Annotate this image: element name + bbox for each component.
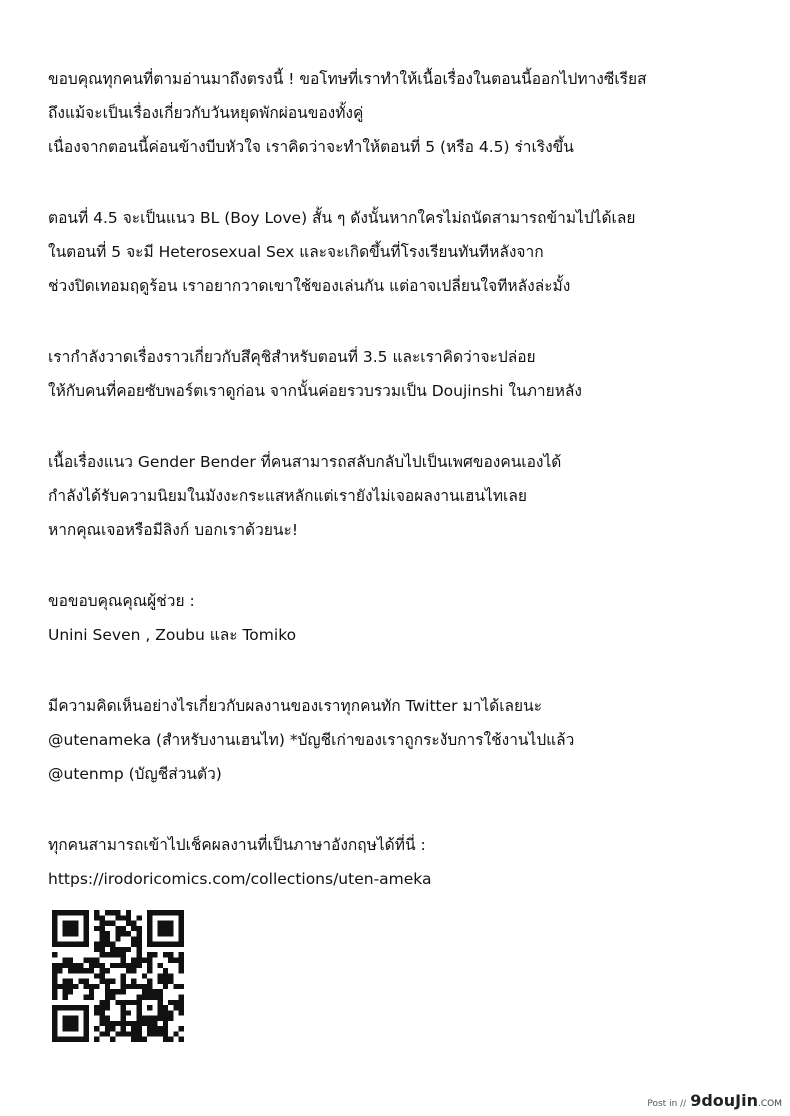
twitter-handle-personal: @utenmp (บัญชีส่วนตัว) bbox=[48, 765, 222, 783]
paragraph-next-chapters bbox=[48, 201, 763, 303]
text-line: ตอนที่ 4.5 จะเป็นแนว BL (Boy Love) สั้น ๆ ดังนั้นหากใครไม่ถนัดสามารถข้ามไปได้เลย bbox=[48, 209, 636, 227]
text-line: ขอบคุณทุกคนที่ตามอ่านมาถึงตรงนี้ ! ขอโทษที่เราทำให้เนื้อเรื่องในตอนนี้ออกไปทางซีเรียส bbox=[48, 70, 647, 88]
text-line: ในตอนที่ 5 จะมี Heterosexual Sex และจะเกิดขึ้นที่โรงเรียนทันทีหลังจาก bbox=[48, 243, 544, 261]
paragraph-credits bbox=[48, 584, 763, 652]
text-line: กำลังได้รับความนิยมในมังงะกระแสหลักแต่เรายังไม่เจอผลงานเฮนไทเลย bbox=[48, 487, 527, 505]
text-line: ให้กับคนที่คอยซับพอร์ตเราดูก่อน จากนั้นค่อยรวบรวมเป็น Doujinshi ในภายหลัง bbox=[48, 382, 582, 400]
document-body bbox=[48, 62, 763, 933]
text-line: มีความคิดเห็นอย่างไรเกี่ยวกับผลงานของเราทุกคนทัก Twitter มาได้เลยนะ bbox=[48, 697, 543, 715]
text-line: ช่วงปิดเทอมฤดูร้อน เราอยากวาดเขาใช้ของเล่นกัน แต่อาจเปลี่ยนใจทีหลังล่ะมั้ง bbox=[48, 277, 571, 295]
qr-code-icon bbox=[52, 910, 184, 1042]
irodori-link[interactable]: https://irodoricomics.com/collections/uten-ameka bbox=[48, 870, 432, 888]
text-line: หากคุณเจอหรือมีลิงก์ บอกเราด้วยนะ! bbox=[48, 521, 299, 539]
text-line: เนื้อเรื่องแนว Gender Bender ที่คนสามารถสลับกลับไปเป็นเพศของคนเองได้ bbox=[48, 453, 562, 471]
site-watermark bbox=[647, 1091, 782, 1110]
text-line: Unini Seven , Zoubu และ Tomiko bbox=[48, 626, 297, 644]
text-line: เนื่องจากตอนนี้ค่อนข้างบีบหัวใจ เราคิดว่าจะทำให้ตอนที่ 5 (หรือ 4.5) ร่าเริงขึ้น bbox=[48, 138, 574, 156]
twitter-handle-hentai: @utenameka (สำหรับงานเฮนไท) *บัญชีเก่าของเราถูกระงับการใช้งานไปแล้ว bbox=[48, 731, 575, 749]
paragraph-side-story bbox=[48, 340, 763, 408]
text-line: ทุกคนสามารถเข้าไปเช็คผลงานที่เป็นภาษาอังกฤษได้ที่นี่ : bbox=[48, 836, 426, 854]
paragraph-twitter bbox=[48, 689, 763, 791]
text-line: เรากำลังวาดเรื่องราวเกี่ยวกับสึคุชิสำหรับตอนที่ 3.5 และเราคิดว่าจะปล่อย bbox=[48, 348, 536, 366]
paragraph-english-works bbox=[48, 828, 763, 896]
text-line: ถึงแม้จะเป็นเรื่องเกี่ยวกับวันหยุดพักผ่อนของทั้งคู่ bbox=[48, 104, 364, 122]
watermark-brand: 9douJin bbox=[690, 1091, 758, 1110]
watermark-prefix: Post in // bbox=[647, 1099, 687, 1109]
watermark-suffix: .COM bbox=[758, 1099, 782, 1109]
paragraph-gender-bender bbox=[48, 445, 763, 547]
text-line: ขอขอบคุณคุณผู้ช่วย : bbox=[48, 592, 195, 610]
paragraph-thanks bbox=[48, 62, 763, 164]
